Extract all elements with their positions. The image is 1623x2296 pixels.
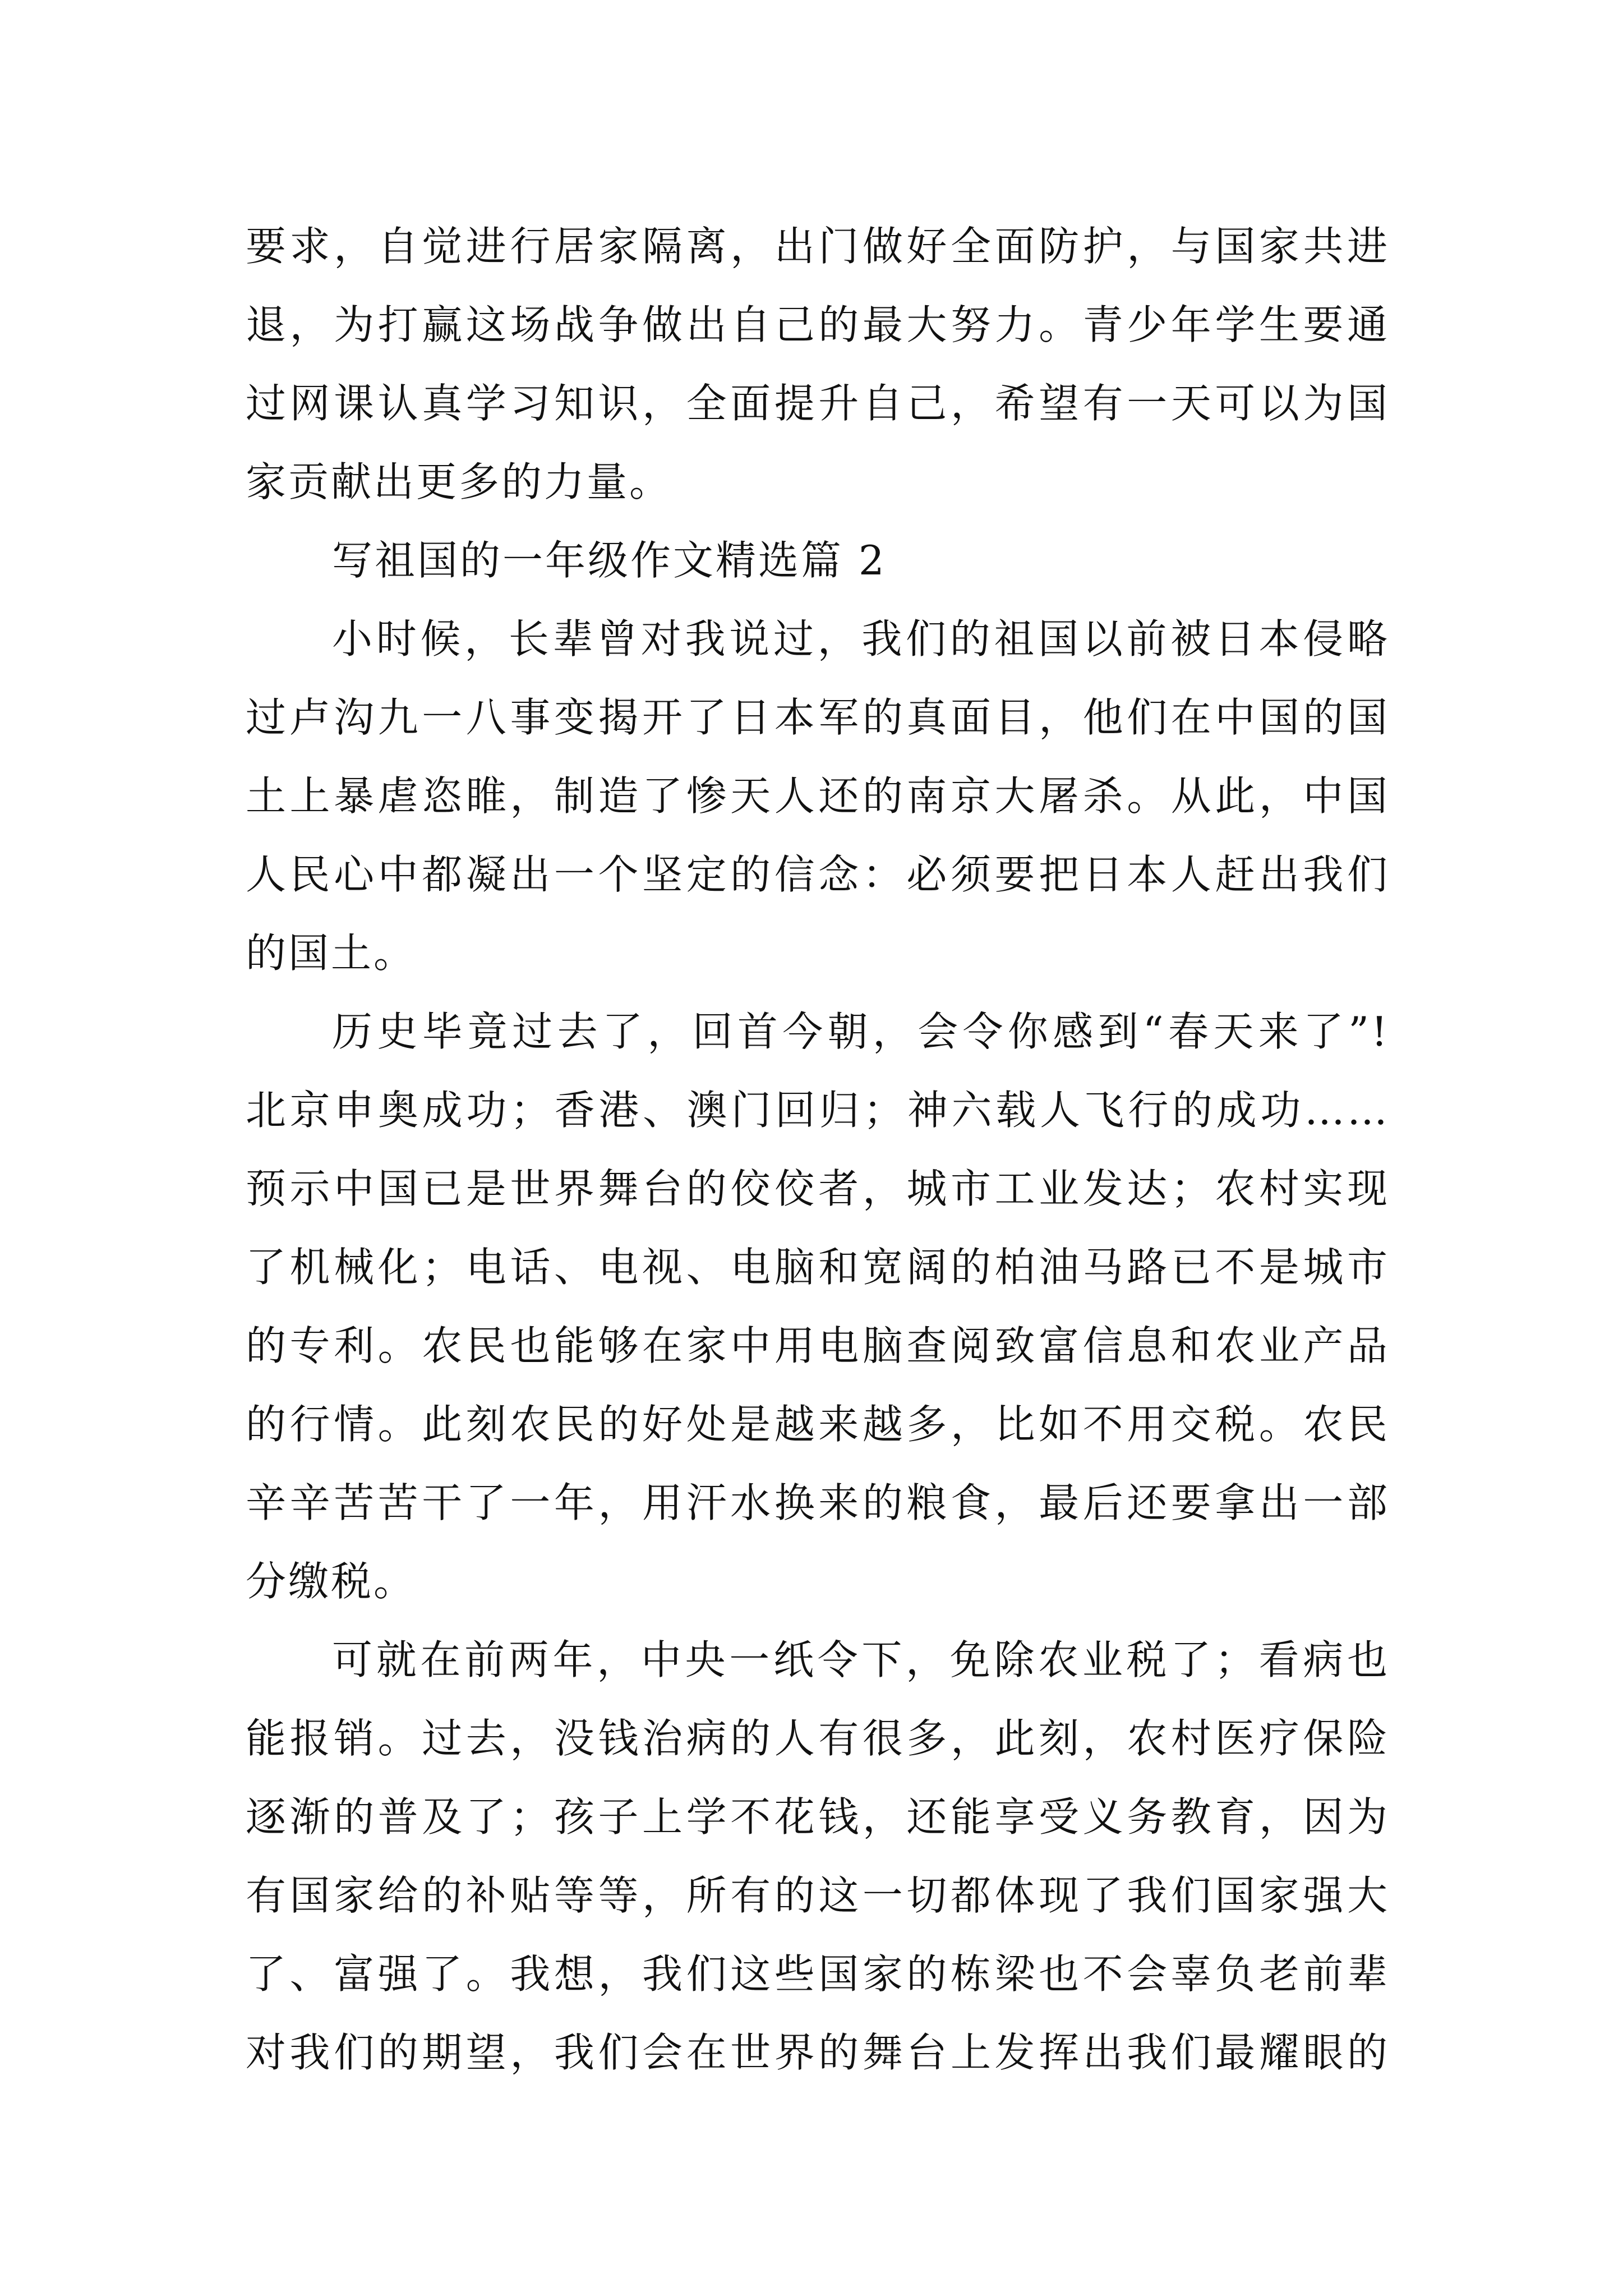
text-line: 过卢沟九一八事变揭开了日本军的真面目，他们在中国的国 [246,694,1390,741]
text-line: 可就在前两年，中央一纸令下，免除农业税了；看病也 [332,1636,1390,1683]
text-line: 土上暴虐恣睢，制造了惨天人还的南京大屠杀。从此，中国 [246,772,1390,820]
text-line: 辛辛苦苦干了一年，用汗水换来的粮食，最后还要拿出一部 [246,1479,1390,1526]
text-line: 的专利。农民也能够在家中用电脑查阅致富信息和农业产品 [246,1322,1390,1369]
text-line: 了、富强了。我想，我们这些国家的栋梁也不会辜负老前辈 [246,1950,1390,1998]
text-line: 北京申奥成功；香港、澳门回归；神六载人飞行的成功…… [246,1087,1390,1134]
text-line: 能报销。过去，没钱治病的人有很多，此刻，农村医疗保险 [246,1715,1390,1762]
text-line: 家贡献出更多的力量。 [246,458,672,505]
section-heading: 写祖国的一年级作文精选篇 2 [332,537,887,584]
text-line: 预示中国已是世界舞台的佼佼者，城市工业发达；农村实现 [246,1165,1390,1212]
text-line: 有国家给的补贴等等，所有的这一切都体现了我们国家强大 [246,1872,1390,1919]
text-line: 逐渐的普及了；孩子上学不花钱，还能享受义务教育，因为 [246,1793,1390,1841]
text-line: 的行情。此刻农民的好处是越来越多，比如不用交税。农民 [246,1401,1390,1448]
text-line: 分缴税。 [246,1558,417,1605]
text-line: 人民心中都凝出一个坚定的信念：必须要把日本人赶出我们 [246,851,1390,898]
text-line: 的国土。 [246,930,417,977]
text-line: 要求，自觉进行居家隔离，出门做好全面防护，与国家共进 [246,223,1390,270]
text-line: 退，为打赢这场战争做出自己的最大努力。青少年学生要通 [246,301,1390,348]
text-line: 小时候，长辈曾对我说过，我们的祖国以前被日本侵略 [332,615,1390,662]
text-line: 历史毕竟过去了，回首今朝，会令你感到“春天来了”! [332,1008,1390,1055]
text-line: 了机械化；电话、电视、电脑和宽阔的柏油马路已不是城市 [246,1244,1390,1291]
text-line: 对我们的期望，我们会在世界的舞台上发挥出我们最耀眼的 [246,2029,1390,2076]
text-line: 过网课认真学习知识，全面提升自己，希望有一天可以为国 [246,380,1390,427]
